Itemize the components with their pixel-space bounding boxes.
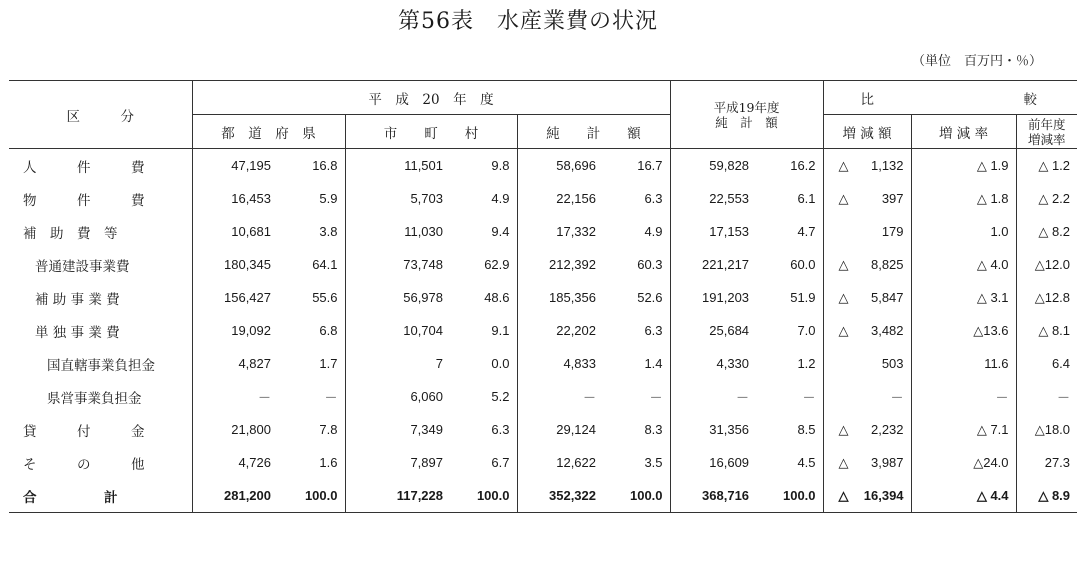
cell-value: 7,897	[345, 446, 450, 479]
cell-value: 5.9	[319, 191, 338, 206]
cell-prev-rate: 27.3	[1016, 446, 1077, 479]
header-junkei: 純 計 額	[517, 115, 670, 149]
cell-value: 12,622	[517, 446, 603, 479]
row-label: 人 件 費	[23, 159, 145, 176]
increase-value: 3,482	[870, 322, 904, 338]
triangle-mark: △	[838, 421, 849, 437]
cell-value: 48.6	[484, 290, 510, 305]
cell-rate: 11.6	[911, 347, 1016, 380]
increase-value: 2,232	[870, 421, 904, 437]
cell-value: 0.0	[491, 356, 510, 371]
cell-value: －	[324, 390, 338, 405]
cell-value: 1.7	[319, 356, 338, 371]
cell-prev-rate: 6.4	[1016, 347, 1077, 380]
row-label: 県営事業負担金	[47, 390, 142, 407]
header-h19	[670, 81, 823, 149]
cell-increase	[823, 380, 911, 413]
row-label: 補 助 事 業 費	[35, 291, 120, 308]
table-row	[9, 281, 1077, 314]
cell-value: 117,228	[345, 479, 450, 513]
cell-value: 6,060	[345, 380, 450, 413]
increase-value: 1,132	[870, 157, 904, 173]
table-row	[9, 479, 1077, 513]
cell-value: 60.0	[790, 257, 816, 272]
cell-value: 4,330	[670, 347, 756, 380]
cell-value: 16,609	[670, 446, 756, 479]
cell-value: 16.2	[790, 158, 816, 173]
header-h19-text: 平成19年度 純 計 額	[713, 99, 780, 130]
cell-increase	[823, 215, 911, 248]
header-h20: 平 成 20 年 度	[192, 81, 670, 115]
cell-value: 11,501	[345, 149, 450, 183]
cell-value: 212,392	[517, 248, 603, 281]
cell-value: 221,217	[670, 248, 756, 281]
cell-value: 8.3	[644, 422, 663, 437]
header-hi: 比	[823, 81, 911, 115]
row-label: 合 計	[9, 479, 192, 513]
cell-value: 5,703	[345, 182, 450, 215]
cell-value: 56,978	[345, 281, 450, 314]
cell-value: 59,828	[670, 149, 756, 183]
cell-increase	[823, 314, 911, 347]
triangle-mark: △	[838, 157, 849, 173]
cell-value: 62.9	[484, 257, 510, 272]
cell-value: 3.8	[319, 224, 338, 239]
cell-value: 22,553	[670, 182, 756, 215]
cell-value: 4.9	[644, 224, 663, 239]
cell-value: －	[192, 380, 278, 413]
cell-increase	[823, 413, 911, 446]
cell-increase	[823, 281, 911, 314]
cell-value: －	[670, 380, 756, 413]
cell-value: 6.1	[797, 191, 816, 206]
cell-value: －	[802, 390, 816, 405]
row-label: そ の 他	[23, 456, 145, 473]
cell-value: 7	[345, 347, 450, 380]
cell-value: 7.0	[797, 323, 816, 338]
triangle-mark: △	[838, 454, 849, 470]
row-label: 補 助 費 等	[23, 225, 118, 242]
cell-value: 4,726	[192, 446, 278, 479]
cell-prev-rate: △12.8	[1016, 281, 1077, 314]
header-zennendo-text: 前年度 増減率	[1028, 116, 1066, 147]
cell-value: 21,800	[192, 413, 278, 446]
cell-prev-rate: △ 8.2	[1016, 215, 1077, 248]
cell-value: 16.8	[312, 158, 338, 173]
cell-value: 1.4	[644, 356, 663, 371]
cell-rate: △ 7.1	[911, 413, 1016, 446]
increase-value: 5,847	[870, 289, 904, 305]
cell-value: 185,356	[517, 281, 603, 314]
cell-increase	[823, 182, 911, 215]
row-label: 国直轄事業負担金	[47, 357, 155, 374]
cell-value: 4,833	[517, 347, 603, 380]
row-label: 普通建設事業費	[35, 258, 130, 275]
cell-value: －	[517, 380, 603, 413]
cell-value: 31,356	[670, 413, 756, 446]
cell-value: 25,684	[670, 314, 756, 347]
table-row	[9, 446, 1077, 479]
cell-increase	[823, 479, 911, 513]
triangle-mark: △	[838, 487, 849, 503]
page-title: 第56表 水産業費の状況	[398, 9, 658, 34]
cell-value: －	[649, 390, 663, 405]
cell-prev-rate: △ 8.1	[1016, 314, 1077, 347]
cell-rate: △ 3.1	[911, 281, 1016, 314]
cell-rate: 1.0	[911, 215, 1016, 248]
triangle-mark: △	[838, 289, 849, 305]
header-kaku: 較	[911, 81, 1077, 115]
cell-value: 7,349	[345, 413, 450, 446]
cell-value: 22,202	[517, 314, 603, 347]
cell-value: 9.8	[491, 158, 510, 173]
header-todofuken: 都 道 府 県	[192, 115, 345, 149]
cell-value: 191,203	[670, 281, 756, 314]
header-zogengaku: 増 減 額	[823, 115, 911, 149]
cell-value: 16.7	[637, 158, 663, 173]
cell-increase	[823, 347, 911, 380]
cell-rate: △ 4.4	[911, 479, 1016, 513]
cell-value: 5.2	[491, 389, 510, 404]
cell-prev-rate: △ 1.2	[1016, 149, 1077, 183]
cell-value: 64.1	[312, 257, 338, 272]
cell-value: 1.6	[319, 455, 338, 470]
table-row	[9, 215, 1077, 248]
cell-rate: △13.6	[911, 314, 1016, 347]
row-label: 単 独 事 業 費	[35, 324, 120, 341]
cell-value: 51.9	[790, 290, 816, 305]
cell-prev-rate: △18.0	[1016, 413, 1077, 446]
cell-value: 6.8	[319, 323, 338, 338]
header-zogenritsu: 増 減 率	[911, 115, 1016, 149]
cell-value: 73,748	[345, 248, 450, 281]
cell-rate: △ 4.0	[911, 248, 1016, 281]
cell-value: 58,696	[517, 149, 603, 183]
cell-value: 100.0	[278, 479, 345, 513]
cell-value: 6.3	[644, 323, 663, 338]
cell-rate: －	[911, 380, 1016, 413]
row-label: 貸 付 金	[23, 423, 145, 440]
cell-value: 7.8	[319, 422, 338, 437]
cell-value: 29,124	[517, 413, 603, 446]
table-row	[9, 347, 1077, 380]
cell-value: 9.4	[491, 224, 510, 239]
table-row	[9, 380, 1077, 413]
cell-rate: △24.0	[911, 446, 1016, 479]
cell-value: 10,704	[345, 314, 450, 347]
cell-value: 6.3	[644, 191, 663, 206]
cell-value: 4.5	[797, 455, 816, 470]
cell-value: 100.0	[756, 479, 823, 513]
increase-value: 397	[881, 190, 904, 206]
cell-value: 281,200	[192, 479, 278, 513]
cell-prev-rate: －	[1016, 380, 1077, 413]
cell-value: 6.7	[491, 455, 510, 470]
cell-value: 3.5	[644, 455, 663, 470]
cell-value: 100.0	[603, 479, 670, 513]
cell-prev-rate: △ 2.2	[1016, 182, 1077, 215]
cell-increase	[823, 149, 911, 183]
cell-value: 180,345	[192, 248, 278, 281]
header-zennendo	[1016, 115, 1077, 149]
cell-value: 16,453	[192, 182, 278, 215]
cell-value: 47,195	[192, 149, 278, 183]
cell-value: 4,827	[192, 347, 278, 380]
triangle-mark: △	[838, 322, 849, 338]
increase-value: 503	[881, 356, 904, 371]
cell-value: 10,681	[192, 215, 278, 248]
cell-value: 8.5	[797, 422, 816, 437]
cell-value: 352,322	[517, 479, 603, 513]
cell-value: 52.6	[637, 290, 663, 305]
increase-value: 8,825	[870, 256, 904, 272]
unit-note: （単位 百万円・％）	[911, 54, 1042, 69]
cell-value: 368,716	[670, 479, 756, 513]
header-kubun: 区 分	[9, 81, 192, 149]
cell-increase	[823, 248, 911, 281]
cell-value: 100.0	[450, 479, 517, 513]
cell-value: 156,427	[192, 281, 278, 314]
cell-value: 17,332	[517, 215, 603, 248]
table-row	[9, 248, 1077, 281]
table-row	[9, 314, 1077, 347]
cell-value: 11,030	[345, 215, 450, 248]
table-row	[9, 182, 1077, 215]
triangle-mark: △	[838, 256, 849, 272]
cell-rate: △ 1.8	[911, 182, 1016, 215]
cell-value: 19,092	[192, 314, 278, 347]
table-row	[9, 413, 1077, 446]
row-label: 物 件 費	[23, 192, 145, 209]
cell-value: 4.7	[797, 224, 816, 239]
cell-value: 6.3	[491, 422, 510, 437]
cell-value: 17,153	[670, 215, 756, 248]
cell-value: 55.6	[312, 290, 338, 305]
data-table	[9, 80, 1077, 513]
increase-value: 3,987	[870, 454, 904, 470]
increase-value: －	[890, 390, 904, 405]
increase-value: 16,394	[863, 487, 904, 503]
cell-increase	[823, 446, 911, 479]
table-row	[9, 149, 1077, 183]
cell-prev-rate: △ 8.9	[1016, 479, 1077, 513]
cell-value: 4.9	[491, 191, 510, 206]
cell-value: 22,156	[517, 182, 603, 215]
cell-value: 1.2	[797, 356, 816, 371]
header-shichoson: 市 町 村	[345, 115, 517, 149]
triangle-mark: △	[838, 190, 849, 206]
increase-value: 179	[881, 224, 904, 239]
cell-value: 9.1	[491, 323, 510, 338]
cell-prev-rate: △12.0	[1016, 248, 1077, 281]
cell-rate: △ 1.9	[911, 149, 1016, 183]
cell-value: 60.3	[637, 257, 663, 272]
